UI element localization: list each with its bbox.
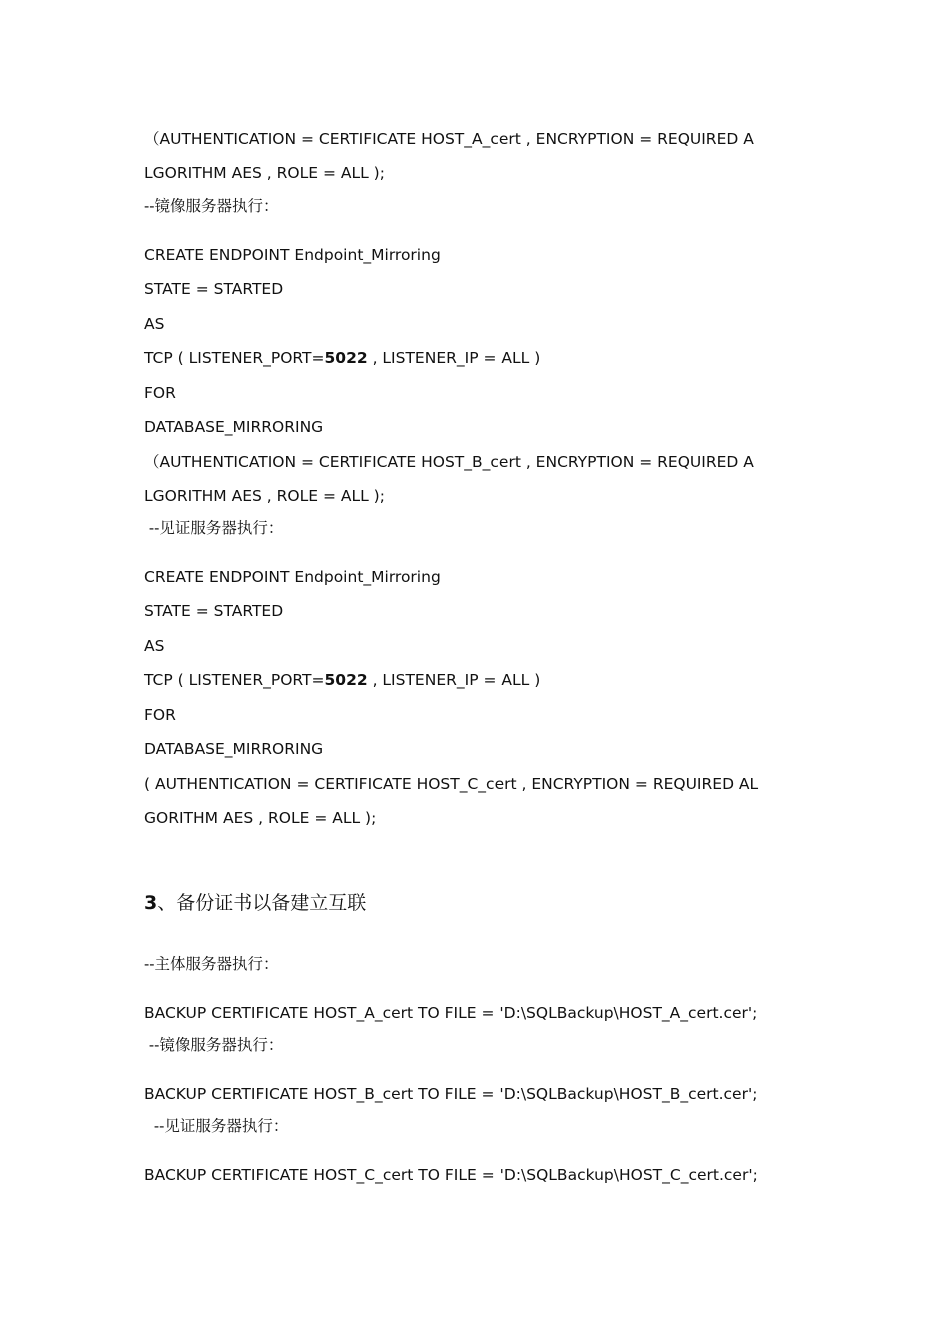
comment-principal-server: --主体服务器执行： [144,955,279,973]
code-text: TCP ( LISTENER_PORT= [144,671,325,689]
code-line: BACKUP CERTIFICATE HOST_A_cert TO FILE = 'D:\SQLBackup\HOST_A_cert.cer'; [144,1004,758,1022]
comment-witness-server: --见证服务器执行： [144,519,284,537]
code-line: LGORITHM AES , ROLE = ALL ); [144,164,385,182]
code-line: ( AUTHENTICATION = CERTIFICATE HOST_C_cert , ENCRYPTION = REQUIRED AL [144,775,759,793]
code-line: DATABASE_MIRRORING [144,740,324,758]
code-line: FOR [144,384,176,402]
code-line: （AUTHENTICATION = CERTIFICATE HOST_A_cert , ENCRYPTION = REQUIRED A [144,130,754,148]
comment-mirror-server: --镜像服务器执行： [144,197,279,215]
section-title: 、备份证书以备建立互联 [157,892,367,914]
code-line: CREATE ENDPOINT Endpoint_Mirroring [144,568,441,586]
code-line: GORITHM AES , ROLE = ALL ); [144,809,377,827]
code-line: AS [144,637,165,655]
code-line: BACKUP CERTIFICATE HOST_B_cert TO FILE = 'D:\SQLBackup\HOST_B_cert.cer'; [144,1085,758,1103]
code-line [144,348,540,368]
comment-mirror-server: --镜像服务器执行： [144,1036,284,1054]
code-line: FOR [144,706,176,724]
port-number: 5022 [324,349,368,367]
comment-witness-server: --见证服务器执行： [144,1117,289,1135]
code-text: TCP ( LISTENER_PORT= [144,349,325,367]
section-number: 3 [144,892,158,914]
code-line: STATE = STARTED [144,602,284,620]
code-line: AS [144,315,165,333]
code-line: CREATE ENDPOINT Endpoint_Mirroring [144,246,441,264]
code-line: （AUTHENTICATION = CERTIFICATE HOST_B_cert , ENCRYPTION = REQUIRED A [144,453,754,471]
section-heading [144,891,366,915]
code-line: STATE = STARTED [144,280,284,298]
code-text: , LISTENER_IP = ALL ) [367,671,541,689]
code-line: LGORITHM AES , ROLE = ALL ); [144,487,385,505]
code-text: , LISTENER_IP = ALL ) [367,349,541,367]
port-number: 5022 [324,671,368,689]
code-line: BACKUP CERTIFICATE HOST_C_cert TO FILE = 'D:\SQLBackup\HOST_C_cert.cer'; [144,1166,758,1184]
code-line: DATABASE_MIRRORING [144,418,324,436]
code-line [144,670,540,690]
